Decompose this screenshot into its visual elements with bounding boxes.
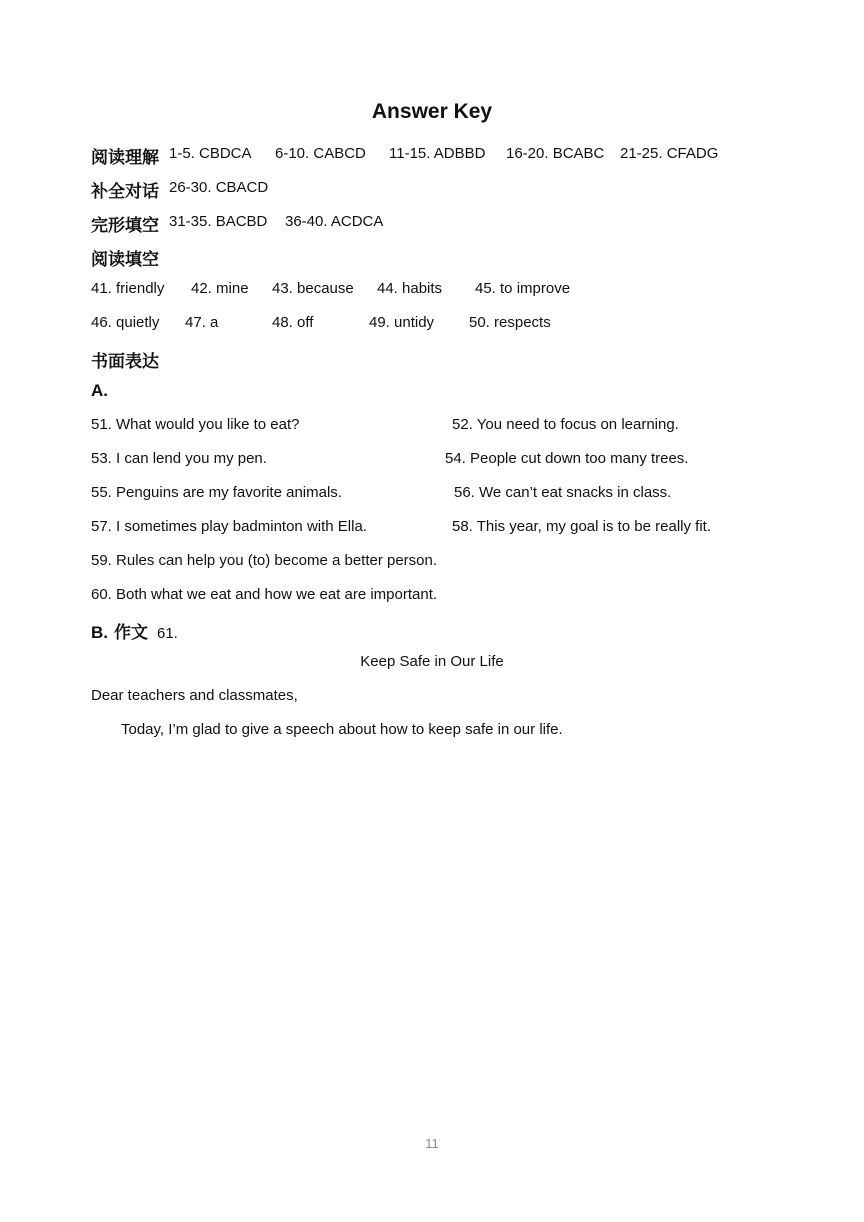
reading-label: 阅读理解: [91, 148, 159, 167]
sentence-60: 60. Both what we eat and how we eat are important.: [91, 586, 438, 603]
cloze-section: [91, 211, 168, 236]
sentence-58: 58. This year, my goal is to be really fit.: [452, 518, 712, 535]
part-a: [91, 381, 117, 401]
sentence-52: 52. You need to focus on learning.: [452, 416, 679, 433]
part-b-number: 61.: [157, 625, 178, 642]
sentence-55: 55. Penguins are my favorite animals.: [91, 484, 342, 501]
part-b: [91, 618, 178, 643]
part-a-label: A.: [91, 381, 108, 400]
reading-answer-2: 6-10. CABCD: [275, 145, 366, 162]
sentence-53: 53. I can lend you my pen.: [91, 450, 267, 467]
fill-answer-44: 44. habits: [377, 280, 443, 297]
cloze-answer-1: 31-35. BACBD: [169, 213, 268, 230]
sentence-51: 51. What would you like to eat?: [91, 416, 300, 433]
sentence-57: 57. I sometimes play badminton with Ella.: [91, 518, 367, 535]
reading-answer-1: 1-5. CBDCA: [169, 145, 252, 162]
reading-answer-5: 21-25. CFADG: [620, 145, 719, 162]
fill-answer-41: 41. friendly: [91, 280, 165, 297]
dialogue-label: 补全对话: [91, 182, 159, 201]
reading-fill-label: 阅读填空: [91, 250, 159, 269]
dialogue-section: [91, 177, 168, 202]
reading-section: [91, 143, 168, 168]
fill-answer-43: 43. because: [272, 280, 354, 297]
fill-answer-46: 46. quietly: [91, 314, 160, 331]
sentence-54: 54. People cut down too many trees.: [445, 450, 689, 467]
sentence-59: 59. Rules can help you (to) become a better person.: [91, 552, 438, 569]
reading-fill-section: [91, 245, 168, 270]
dialogue-answer-1: 26-30. CBACD: [169, 179, 269, 196]
fill-answer-47: 47. a: [185, 314, 219, 331]
cloze-label: 完形填空: [91, 216, 159, 235]
essay-title: Keep Safe in Our Life: [360, 653, 504, 670]
part-b-essay-label: 作文: [114, 623, 148, 642]
essay-greeting: Dear teachers and classmates,: [91, 687, 298, 704]
writing-label: 书面表达: [91, 352, 159, 371]
reading-answer-4: 16-20. BCABC: [506, 145, 605, 162]
writing-section: [91, 347, 168, 372]
fill-answer-50: 50. respects: [469, 314, 551, 331]
fill-answer-49: 49. untidy: [369, 314, 435, 331]
part-b-label: B.: [91, 623, 108, 642]
sentence-56: 56. We can’t eat snacks in class.: [454, 484, 672, 501]
page-number: 11: [425, 1136, 439, 1151]
reading-answer-3: 11-15. ADBBD: [389, 145, 486, 162]
fill-answer-45: 45. to improve: [475, 280, 571, 297]
fill-answer-42: 42. mine: [191, 280, 249, 297]
fill-answer-48: 48. off: [272, 314, 314, 331]
essay-first-line: Today, I’m glad to give a speech about how to keep safe in our life.: [121, 721, 563, 738]
cloze-answer-2: 36-40. ACDCA: [285, 213, 384, 230]
page-title: Answer Key: [371, 100, 493, 123]
